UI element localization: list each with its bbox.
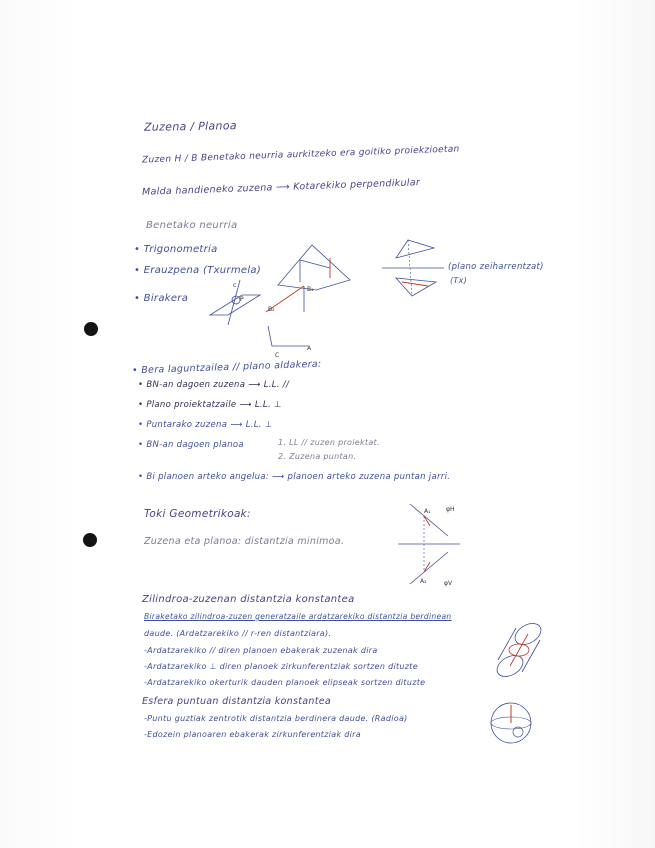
sphere-title: Esfera puntuan distantzia konstantea <box>142 696 331 707</box>
loci-title: Toki Geometrikoak: <box>144 508 251 520</box>
aux-item-5: • Bi planoen arteko angelua: ⟶ planoen arteko zuzena puntan jarri. <box>138 472 451 482</box>
bullet-rotation: • Birakera <box>134 293 189 304</box>
cylinder-line-1: Biraketako zilindroa-zuzen generatzaile ardatzarekiko distantzia berdinean <box>144 612 452 621</box>
aux-item-4b: 2. Zuzena puntan. <box>278 452 357 461</box>
section-true-size: Benetako neurria <box>146 220 238 231</box>
aux-item-2: • Plano proiektatzaile ⟶ L.L. ⊥ <box>138 400 282 410</box>
cylinder-line-3: -Ardatzarekiko // diren planoen ebakerak zuzenak dira <box>144 646 378 655</box>
rot-label-b1: B₁ <box>307 286 314 293</box>
rot-label-c: c <box>233 282 237 289</box>
plane-note-2: (Tx) <box>450 276 468 285</box>
cylinder-line-4: -Ardatzarekiko ⊥ diren planoek zirkunferentziak sortzen dituzte <box>144 662 418 671</box>
rotation-diagram <box>200 240 380 360</box>
rot-label-p: P <box>240 296 244 303</box>
bullet-unfold: • Erauzpena (Txurmela) <box>134 265 262 276</box>
sphere-diagram <box>488 700 534 746</box>
plane-note: (plano zeiharrentzat) <box>448 262 544 272</box>
cylinder-line-5: -Ardatzarekiko okerturik dauden planoek elipseak sortzen dituzte <box>144 678 426 687</box>
bullet-trigonometry: • Trigonometria <box>134 244 218 255</box>
rot-label-b2: B₂ <box>268 306 275 313</box>
cylinder-diagram <box>490 620 550 684</box>
binder-hole-bottom <box>83 533 97 547</box>
aux-item-4: • BN-an dagoen planoa <box>138 440 244 450</box>
binder-hole-top <box>84 322 98 336</box>
cylinder-title: Zilindroa-zuzenan distantzia konstantea <box>142 594 355 605</box>
aux-item-3: • Puntarako zuzena ⟶ L.L. ⊥ <box>138 420 273 430</box>
loci-item-1: Zuzena eta planoa: distantzia minimoa. <box>144 536 345 547</box>
sphere-line-1: -Puntu guztiak zentrotik distantzia berdinera daude. (Radioa) <box>144 714 408 723</box>
aux-title: • Bera laguntzailea // plano aldakera: <box>131 358 322 377</box>
page-title: Zuzena / Planoa <box>143 119 237 134</box>
note-line-1: Zuzen H / B Benetako neurria aurkitzeko era goitiko proiekzioetan <box>141 144 460 166</box>
loci-label-a2: A₂ <box>420 578 427 585</box>
projection-diagram <box>382 238 452 303</box>
aux-item-1: • BN-an dagoen zuzena ⟶ L.L. // <box>138 380 290 390</box>
loci-label-pv: φV <box>444 580 453 587</box>
aux-item-4a: 1. LL // zuzen proiektat. <box>278 438 380 447</box>
cylinder-line-2: daude. (Ardatzarekiko // r-ren distantziara). <box>144 629 332 638</box>
note-line-2: Malda handieneko zuzena ⟶ Kotarekiko perpendikular <box>141 177 421 198</box>
loci-label-a1: A₁ <box>424 508 431 515</box>
rot-label-a: A <box>307 345 312 352</box>
loci-label-ph: φH <box>446 506 455 513</box>
sphere-line-2: -Edozein planoaren ebakerak zirkunferentziak dira <box>144 730 361 739</box>
loci-diagram <box>388 502 468 592</box>
rot-label-c2: C <box>275 352 280 359</box>
